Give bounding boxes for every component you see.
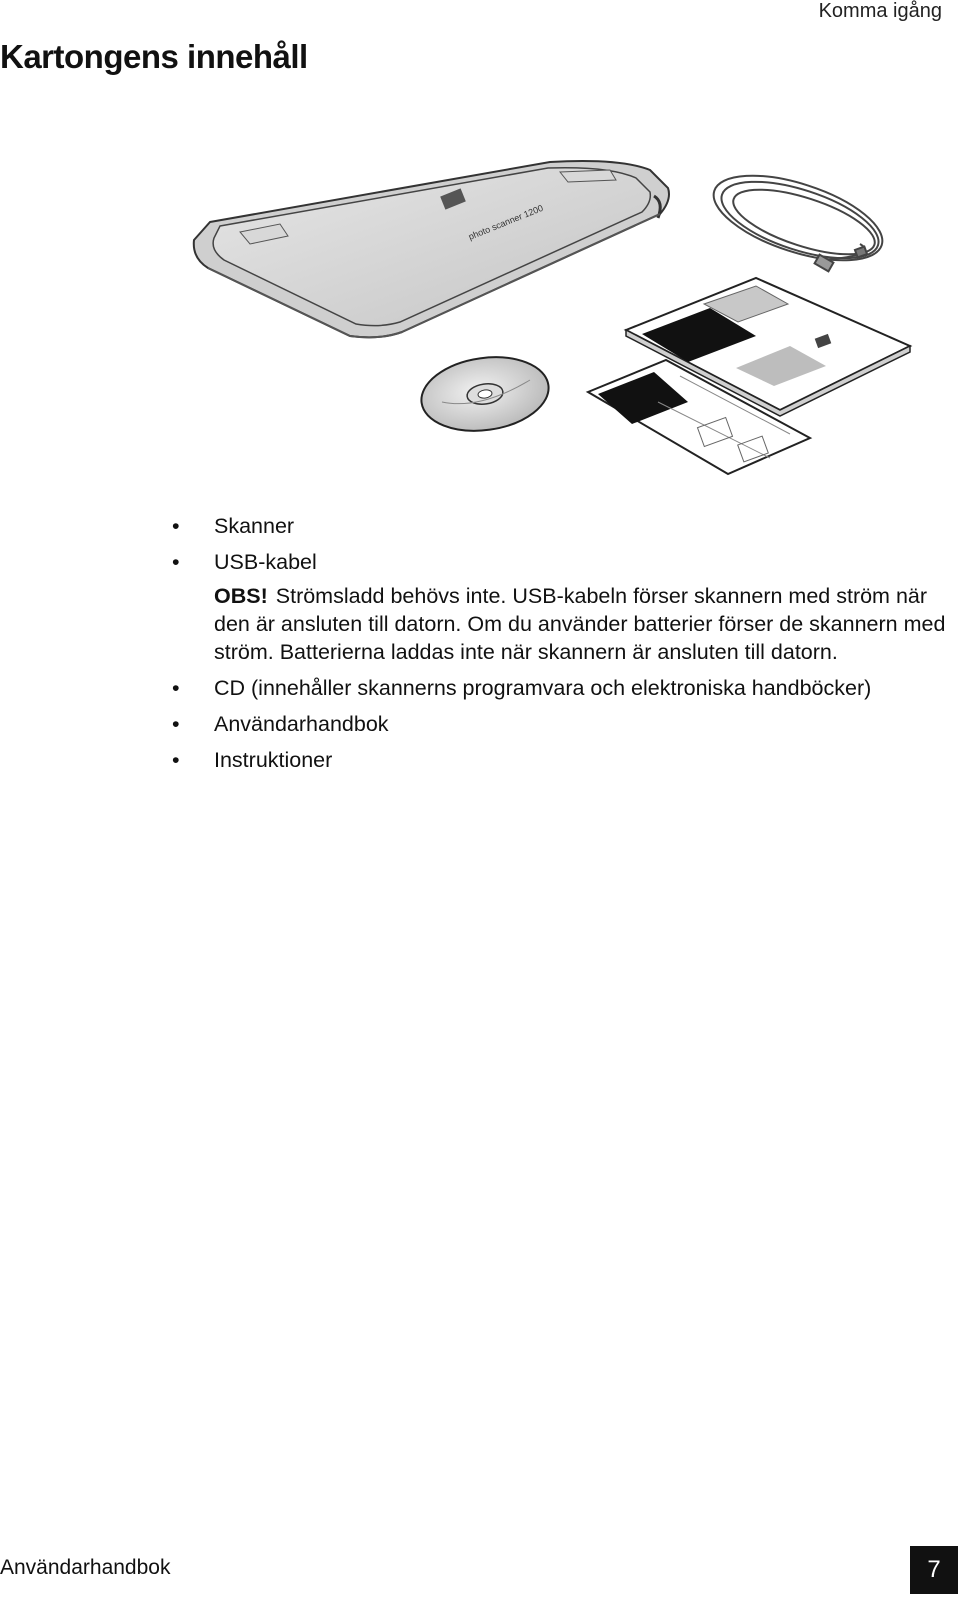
note-label: OBS! bbox=[214, 584, 268, 608]
usb-cable-drawing bbox=[704, 158, 892, 277]
bullet: • bbox=[172, 748, 180, 772]
item-label: Skanner bbox=[214, 514, 295, 538]
cd-drawing bbox=[417, 349, 554, 438]
item-label: Användarhandbok bbox=[214, 712, 389, 736]
list-item bbox=[172, 710, 952, 738]
bullet: • bbox=[172, 550, 180, 574]
note-text: Strömsladd behövs inte. USB-kabeln förser skannern med ström när den är ansluten till datorn. Om du använder batterier förser de skannern med ström. Batterierna laddas inte när skannern är ansluten till datorn. bbox=[214, 584, 946, 664]
section-label: Komma igång bbox=[818, 0, 942, 22]
contents-list bbox=[172, 512, 952, 782]
item-label: Instruktioner bbox=[214, 748, 333, 772]
item-label: USB-kabel bbox=[214, 550, 317, 574]
scanner-drawing bbox=[194, 161, 669, 337]
footer-book-title: Användarhandbok bbox=[0, 1556, 171, 1579]
list-item bbox=[172, 674, 952, 702]
list-item bbox=[172, 746, 952, 774]
list-item bbox=[172, 548, 952, 576]
note bbox=[172, 582, 952, 666]
box-contents-illustration bbox=[180, 140, 940, 490]
page-title: Kartongens innehåll bbox=[0, 38, 308, 75]
scanner-label: photo scanner 1200 bbox=[467, 202, 545, 242]
bullet: • bbox=[172, 676, 180, 700]
bullet: • bbox=[172, 514, 180, 538]
item-label: CD (innehåller skannerns programvara och elektroniska handböcker) bbox=[214, 676, 872, 700]
bullet: • bbox=[172, 712, 180, 736]
list-item bbox=[172, 512, 952, 540]
page-number: 7 bbox=[910, 1546, 958, 1594]
